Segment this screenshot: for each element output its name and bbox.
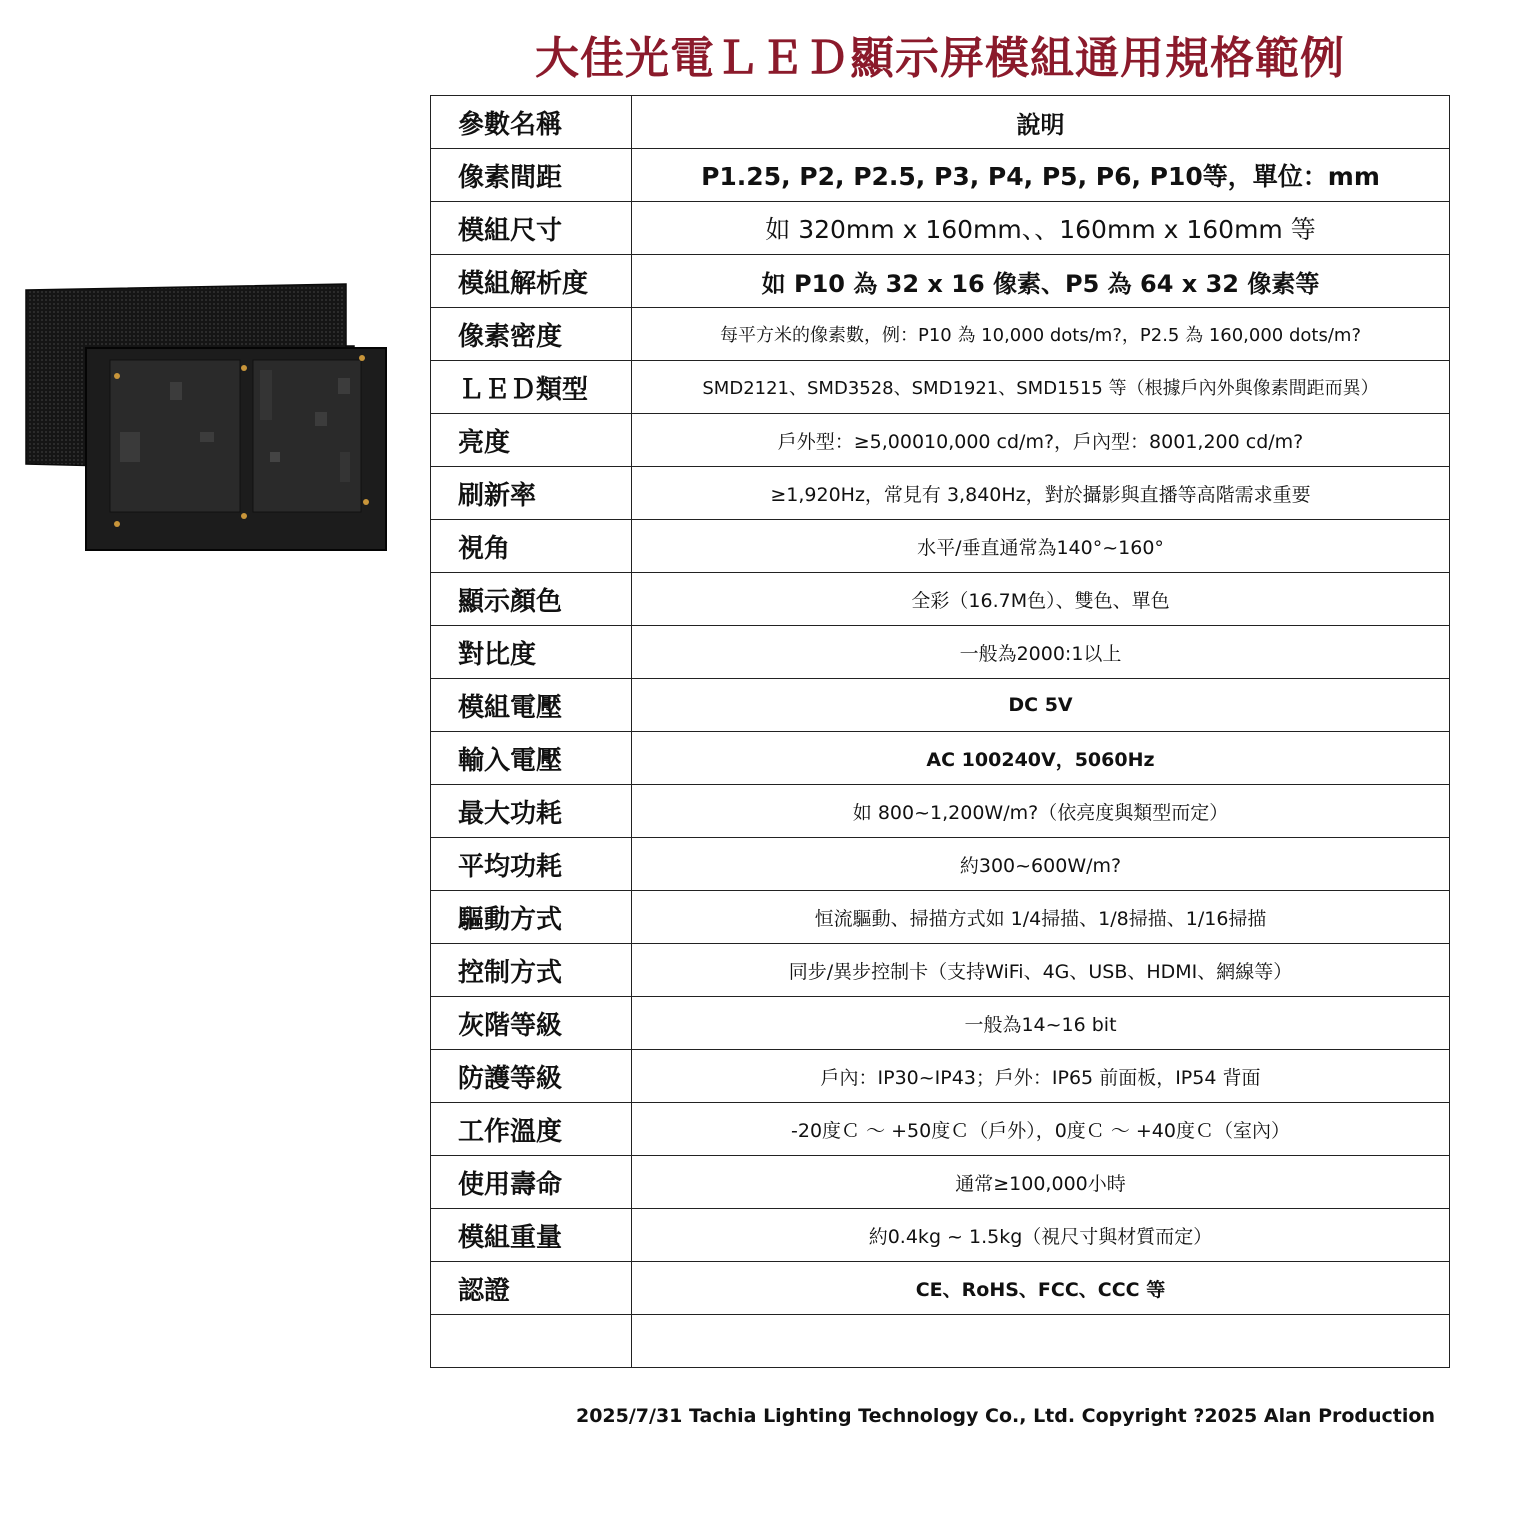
param-desc: 戶內：IP30~IP43；戶外：IP65 前面板，IP54 背面 xyxy=(632,1050,1450,1103)
param-name: 使用壽命 xyxy=(431,1156,632,1209)
param-desc: 約300~600W/m? xyxy=(632,838,1450,891)
param-desc: 如 800~1,200W/m?（依亮度與類型而定） xyxy=(632,785,1450,838)
param-name: 模組電壓 xyxy=(431,679,632,732)
param-desc: 如 320mm x 160mm、、160mm x 160mm 等 xyxy=(632,202,1450,255)
param-desc: 約0.4kg ~ 1.5kg（視尺寸與材質而定） xyxy=(632,1209,1450,1262)
param-desc: 戶外型：≥5,00010,000 cd/m?，戶內型：8001,200 cd/m? xyxy=(632,414,1450,467)
spec-table xyxy=(430,95,1450,1368)
param-desc: AC 100240V，5060Hz xyxy=(632,732,1450,785)
param-desc: -20度Ｃ ～ +50度Ｃ（戶外），0度Ｃ ～ +40度Ｃ（室內） xyxy=(632,1103,1450,1156)
table-row xyxy=(431,785,1450,838)
param-name: 平均功耗 xyxy=(431,838,632,891)
table-row xyxy=(431,573,1450,626)
param-desc: 每平方米的像素數，例：P10 為 10,000 dots/m?，P2.5 為 160,000 dots/m? xyxy=(632,308,1450,361)
table-row xyxy=(431,467,1450,520)
table-row xyxy=(431,626,1450,679)
table-row xyxy=(431,1156,1450,1209)
param-desc: 如 P10 為 32 x 16 像素、P5 為 64 x 32 像素等 xyxy=(632,255,1450,308)
param-name: 像素間距 xyxy=(431,149,632,202)
table-row xyxy=(431,891,1450,944)
table-header-row xyxy=(431,96,1450,149)
param-desc: 一般為14~16 bit xyxy=(632,997,1450,1050)
param-name: 防護等級 xyxy=(431,1050,632,1103)
param-desc: CE、RoHS、FCC、CCC 等 xyxy=(632,1262,1450,1315)
param-name xyxy=(431,1315,632,1368)
param-desc: ≥1,920Hz，常見有 3,840Hz，對於攝影與直播等高階需求重要 xyxy=(632,467,1450,520)
param-name: 最大功耗 xyxy=(431,785,632,838)
param-name: 對比度 xyxy=(431,626,632,679)
header-description: 說明 xyxy=(632,96,1450,149)
param-name: 認證 xyxy=(431,1262,632,1315)
page-title: 大佳光電ＬＥＤ顯示屏模組通用規格範例 xyxy=(535,33,1345,84)
param-desc: 恒流驅動、掃描方式如 1/4掃描、1/8掃描、1/16掃描 xyxy=(632,891,1450,944)
param-desc: 通常≥100,000小時 xyxy=(632,1156,1450,1209)
param-name: 亮度 xyxy=(431,414,632,467)
table-row xyxy=(431,944,1450,997)
table-row xyxy=(431,202,1450,255)
param-name: 模組重量 xyxy=(431,1209,632,1262)
param-name: 驅動方式 xyxy=(431,891,632,944)
table-row xyxy=(431,1209,1450,1262)
param-name: 刷新率 xyxy=(431,467,632,520)
param-name: 模組解析度 xyxy=(431,255,632,308)
param-name: 工作溫度 xyxy=(431,1103,632,1156)
param-desc xyxy=(632,1315,1450,1368)
param-name: 輸入電壓 xyxy=(431,732,632,785)
table-row xyxy=(431,679,1450,732)
param-desc: SMD2121、SMD3528、SMD1921、SMD1515 等（根據戶內外與像素間距而異） xyxy=(632,361,1450,414)
copyright-footer: 2025/7/31 Tachia Lighting Technology Co., Ltd. Copyright ?2025 Alan Production xyxy=(575,1405,1435,1427)
param-desc: 一般為2000:1以上 xyxy=(632,626,1450,679)
header-param-name: 參數名稱 xyxy=(431,96,632,149)
param-desc: 全彩（16.7M色）、雙色、單色 xyxy=(632,573,1450,626)
table-row xyxy=(431,308,1450,361)
table-row xyxy=(431,1262,1450,1315)
param-name: ＬＥＤ類型 xyxy=(431,361,632,414)
param-name: 視角 xyxy=(431,520,632,573)
param-name: 灰階等級 xyxy=(431,997,632,1050)
table-row xyxy=(431,732,1450,785)
param-desc: P1.25, P2, P2.5, P3, P4, P5, P6, P10等，單位：mm xyxy=(632,149,1450,202)
param-desc: DC 5V xyxy=(632,679,1450,732)
param-name: 像素密度 xyxy=(431,308,632,361)
led-module-image xyxy=(20,282,392,572)
table-row xyxy=(431,149,1450,202)
table-row xyxy=(431,1050,1450,1103)
table-row xyxy=(431,838,1450,891)
table-row xyxy=(431,520,1450,573)
param-name: 顯示顏色 xyxy=(431,573,632,626)
param-desc: 水平/垂直通常為140°~160° xyxy=(632,520,1450,573)
table-row xyxy=(431,997,1450,1050)
table-row-empty xyxy=(431,1315,1450,1368)
table-row xyxy=(431,361,1450,414)
table-row xyxy=(431,414,1450,467)
param-name: 控制方式 xyxy=(431,944,632,997)
table-row xyxy=(431,255,1450,308)
param-name: 模組尺寸 xyxy=(431,202,632,255)
param-desc: 同步/異步控制卡（支持WiFi、4G、USB、HDMI、網線等） xyxy=(632,944,1450,997)
table-row xyxy=(431,1103,1450,1156)
